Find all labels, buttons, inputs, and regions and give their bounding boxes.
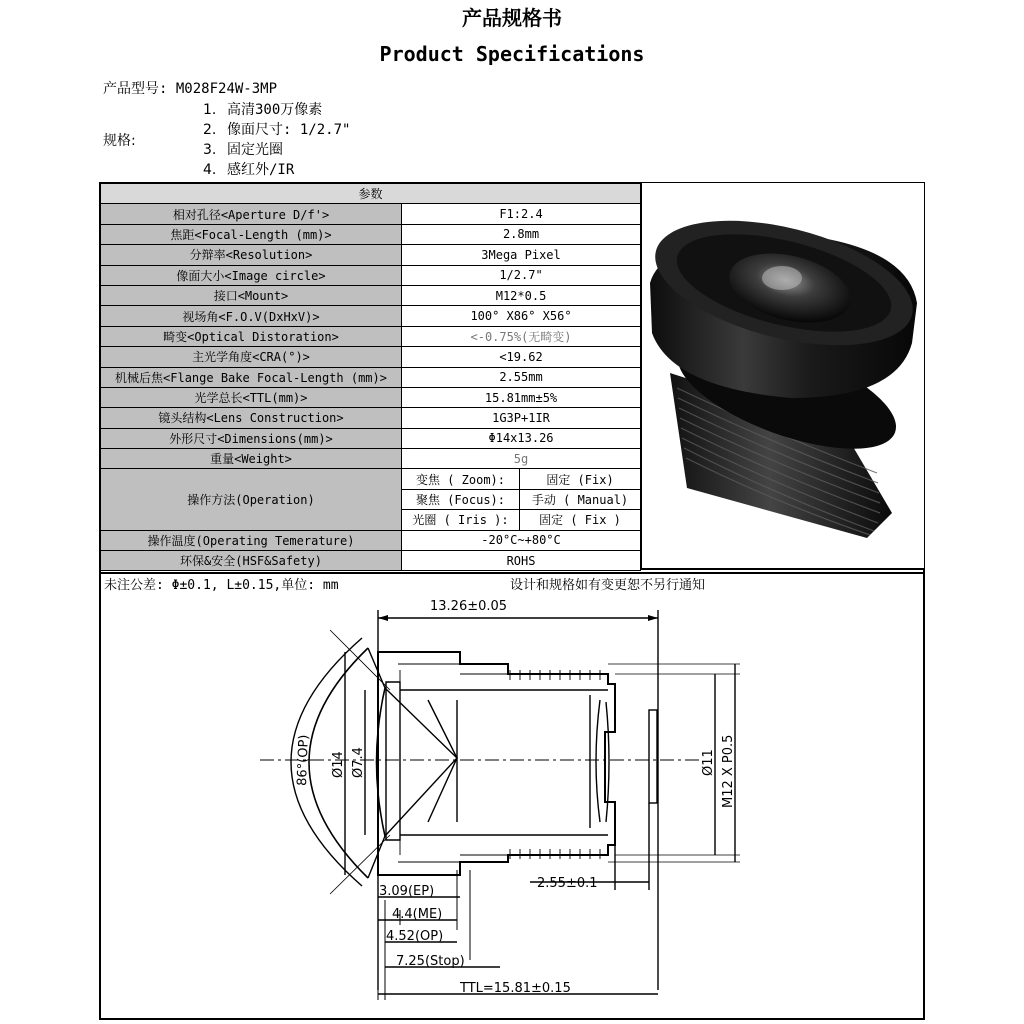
param-value: <-0.75%(无畸变) <box>402 326 641 346</box>
lens-drawing <box>100 590 920 1015</box>
dim-ttl: TTL=15.81±0.15 <box>460 981 571 996</box>
param-value: 5g <box>402 449 641 469</box>
table-row <box>101 285 641 305</box>
spec-item-text: 像面尺寸: 1/2.7" <box>227 122 351 138</box>
table-row <box>101 326 641 346</box>
table-row <box>101 449 641 469</box>
param-value: -20°C~+80°C <box>402 530 641 550</box>
operation-value: 手动 ( Manual) <box>520 489 641 509</box>
spec-item-text: 固定光圈 <box>227 142 283 158</box>
spec-item-number: 3. <box>203 142 217 158</box>
param-name: 机械后焦<Flange Bake Focal-Length (mm)> <box>101 367 402 387</box>
param-value: F1:2.4 <box>402 204 641 224</box>
spec-list <box>203 100 350 180</box>
table-row <box>101 530 641 550</box>
product-photo <box>640 183 924 570</box>
spec-item <box>203 140 350 160</box>
dim-thread: M12 X P0.5 <box>721 734 736 808</box>
table-row <box>101 245 641 265</box>
table-header: 参数 <box>101 184 641 204</box>
operation-value: 固定 (Fix) <box>520 469 641 489</box>
param-name: 接口<Mount> <box>101 285 402 305</box>
dim-me: 4.4(ME) <box>392 907 443 922</box>
param-name: 视场角<F.O.V(DxHxV)> <box>101 306 402 326</box>
table-row <box>101 428 641 448</box>
operation-item: 光圈 ( Iris ): <box>402 510 520 530</box>
spec-item-text: 高清300万像素 <box>227 102 323 118</box>
dim-d14: Ø14 <box>331 751 346 778</box>
param-value: Φ14x13.26 <box>402 428 641 448</box>
param-name: 焦距<Focal-Length (mm)> <box>101 224 402 244</box>
spec-item <box>203 120 350 140</box>
param-name: 分辩率<Resolution> <box>101 245 402 265</box>
spec-item-number: 4. <box>203 162 217 178</box>
param-name: 操作温度(Operating Temerature) <box>101 530 402 550</box>
tolerance-note: 未注公差: Φ±0.1, L±0.15,单位: mm <box>104 578 339 593</box>
spec-item <box>203 100 350 120</box>
param-value: <19.62 <box>402 347 641 367</box>
param-name: 镜头结构<Lens Construction> <box>101 408 402 428</box>
lens-photo-illustration <box>642 183 924 568</box>
table-header-row <box>101 184 641 204</box>
operation-item: 聚焦 (Focus): <box>402 489 520 509</box>
dim-op: 4.52(OP) <box>386 929 444 944</box>
spec-item-text: 感红外/IR <box>227 162 295 178</box>
page-title-cn: 产品规格书 <box>462 6 562 30</box>
param-name: 相对孔径<Aperture D/f'> <box>101 204 402 224</box>
operation-value: 固定 ( Fix ) <box>520 510 641 530</box>
spec-item <box>203 160 350 180</box>
param-name: 环保&安全(HSF&Safety) <box>101 551 402 571</box>
param-value: ROHS <box>402 551 641 571</box>
dim-d11: Ø11 <box>701 749 716 776</box>
spec-label: 规格: <box>103 133 136 149</box>
model-number: M028F24W-3MP <box>175 81 278 97</box>
operation-item: 变焦 ( Zoom): <box>402 469 520 489</box>
parameter-table <box>100 183 641 571</box>
param-value: 2.8mm <box>402 224 641 244</box>
param-value: M12*0.5 <box>402 285 641 305</box>
table-row <box>101 347 641 367</box>
page-title-en: Product Specifications <box>379 42 645 66</box>
model-line <box>103 78 277 98</box>
dim-d74: Ø7.4 <box>351 747 366 778</box>
dim-bfl: 2.55±0.1 <box>537 876 598 891</box>
param-value: 100° X86° X56° <box>402 306 641 326</box>
param-value: 1G3P+1IR <box>402 408 641 428</box>
dim-stop: 7.25(Stop) <box>396 954 465 969</box>
model-label: 产品型号: <box>103 81 168 97</box>
param-value: 1/2.7" <box>402 265 641 285</box>
param-name: 外形尺寸<Dimensions(mm)> <box>101 428 402 448</box>
dim-fov: 86°(OP) <box>295 734 312 787</box>
dim-length: 13.26±0.05 <box>430 599 508 614</box>
table-row <box>101 306 641 326</box>
table-row <box>101 408 641 428</box>
table-row <box>101 224 641 244</box>
param-name: 重量<Weight> <box>101 449 402 469</box>
param-name: 光学总长<TTL(mm)> <box>101 387 402 407</box>
table-row <box>101 367 641 387</box>
param-value: 3Mega Pixel <box>402 245 641 265</box>
dim-ep: 3.09(EP) <box>379 884 435 899</box>
spec-item-number: 1. <box>203 102 217 118</box>
spec-item-number: 2. <box>203 122 217 138</box>
param-name: 主光学角度<CRA(°)> <box>101 347 402 367</box>
param-name: 像面大小<Image circle> <box>101 265 402 285</box>
param-value: 15.81mm±5% <box>402 387 641 407</box>
param-name: 操作方法(Operation) <box>101 469 402 530</box>
table-row <box>101 551 641 571</box>
table-row <box>101 265 641 285</box>
table-row <box>101 469 641 489</box>
table-row <box>101 204 641 224</box>
change-notice: 设计和规格如有变更恕不另行通知 <box>510 578 706 593</box>
table-row <box>101 387 641 407</box>
param-name: 畸变<Optical Distoration> <box>101 326 402 346</box>
param-value: 2.55mm <box>402 367 641 387</box>
